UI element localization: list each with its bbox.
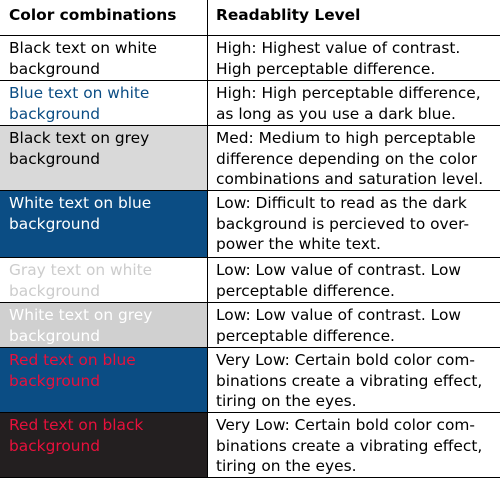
level-cell: High: High perceptable difference, as long as you use a dark blue. bbox=[207, 81, 500, 125]
combo-cell: Gray text on white background bbox=[0, 258, 207, 302]
table-row bbox=[0, 36, 500, 81]
combo-cell: Black text on white background bbox=[0, 36, 207, 80]
table-header bbox=[0, 0, 500, 36]
level-cell: Very Low: Certain bold color com-binations create a vibrating effect, tiring on the eyes. bbox=[207, 348, 500, 412]
header-readability-level: Readablity Level bbox=[207, 0, 500, 35]
table-row bbox=[0, 258, 500, 303]
level-cell: High: Highest value of contrast. High perceptable difference. bbox=[207, 36, 500, 80]
combo-cell: White text on grey background bbox=[0, 303, 207, 347]
header-color-combinations: Color combinations bbox=[9, 6, 177, 24]
combo-cell: Red text on blue background bbox=[0, 348, 207, 412]
table-row bbox=[0, 413, 500, 478]
table-row bbox=[0, 303, 500, 348]
table-row bbox=[0, 126, 500, 191]
level-cell: Low: Difficult to read as the dark background is percieved to over-power the white text. bbox=[207, 191, 500, 257]
level-cell: Very Low: Certain bold color com-binations create a vibrating effect, tiring on the eyes. bbox=[207, 413, 500, 477]
combo-cell: Black text on grey background bbox=[0, 126, 207, 190]
combo-cell: Red text on black background bbox=[0, 413, 207, 477]
level-cell: Low: Low value of contrast. Low perceptable difference. bbox=[207, 303, 500, 347]
level-cell: Low: Low value of contrast. Low perceptable difference. bbox=[207, 258, 500, 302]
combo-cell: Blue text on white background bbox=[0, 81, 207, 125]
table-row bbox=[0, 348, 500, 413]
table-row bbox=[0, 191, 500, 258]
combo-cell: White text on blue background bbox=[0, 191, 207, 257]
level-cell: Med: Medium to high perceptable difference depending on the color combinations and saturation level. bbox=[207, 126, 500, 190]
table-row bbox=[0, 81, 500, 126]
